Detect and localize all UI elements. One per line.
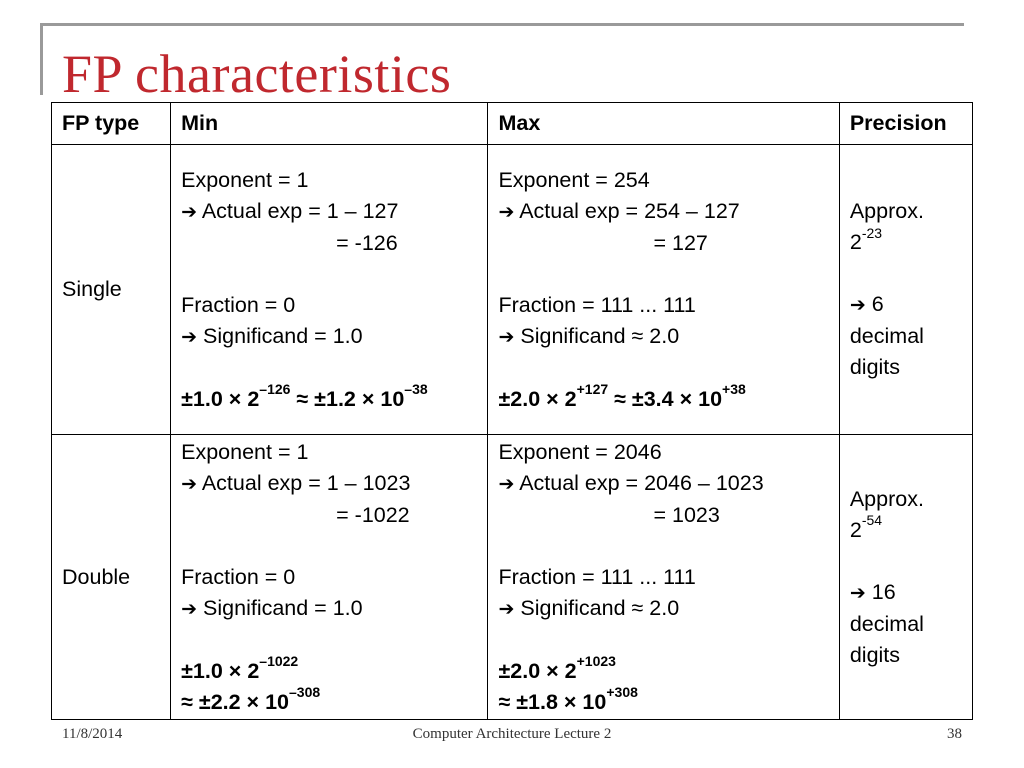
min-actual-exp: Actual exp = 1 – 127: [201, 198, 399, 223]
min-exponent: Exponent = 1: [181, 167, 309, 192]
footer-date: 11/8/2014: [62, 726, 123, 742]
max-range-approx: ≈ ±3.4 × 10: [608, 386, 723, 411]
cell-fp-type: Single: [52, 145, 171, 435]
precision-base: 2: [849, 517, 862, 542]
decorative-top-rule: [40, 23, 964, 26]
fp-characteristics-table: [51, 102, 973, 720]
header-fp-type: FP type: [52, 103, 171, 145]
decorative-left-rule: [40, 23, 43, 95]
right-arrow-icon: ➔: [498, 201, 515, 223]
precision-digits-label-1: decimal: [849, 324, 924, 348]
cell-min: [171, 145, 488, 435]
min-actual-exp: Actual exp = 1 – 1023: [201, 470, 411, 495]
max-range-base: ±2.0 × 2: [498, 386, 577, 411]
precision-digits-label-2: digits: [849, 642, 901, 667]
right-arrow-icon: ➔: [181, 326, 198, 348]
max-range-approx: ≈ ±1.8 × 10: [498, 689, 607, 714]
footer-page-number: 38: [947, 726, 962, 742]
max-significand: Significand ≈ 2.0: [520, 595, 680, 620]
cell-precision: [839, 435, 972, 720]
max-actual-exp-line: [498, 468, 828, 500]
min-range-approx-exp: –38: [404, 381, 428, 398]
max-range: [498, 381, 828, 415]
max-range: [498, 653, 828, 687]
header-min: Min: [171, 103, 488, 145]
spacer: [498, 625, 828, 656]
table-header-row: [52, 103, 973, 145]
min-range-approx-line: [181, 684, 477, 718]
precision-approx: Approx.: [849, 199, 924, 223]
max-significand-line: [498, 321, 828, 353]
max-significand: Significand ≈ 2.0: [520, 323, 680, 348]
spacer: [181, 625, 477, 656]
precision-approx: Approx.: [849, 486, 924, 511]
max-range-exp: +127: [576, 381, 609, 398]
min-range: [181, 381, 477, 415]
precision-digits-line: [850, 577, 962, 609]
right-arrow-icon: ➔: [498, 598, 515, 620]
cell-max: [488, 145, 839, 435]
min-actual-exp-line: [181, 196, 477, 228]
min-range-base: ±1.0 × 2: [181, 386, 260, 411]
spacer: [498, 353, 828, 384]
min-actual-exp-line: [181, 468, 477, 500]
right-arrow-icon: ➔: [181, 201, 198, 223]
min-actual-exp-result: = -126: [336, 230, 398, 255]
spacer: [850, 258, 962, 289]
min-range-approx: ≈ ±2.2 × 10: [181, 689, 290, 714]
min-range: [181, 653, 477, 687]
min-range-approx-exp: –308: [289, 684, 321, 701]
precision-value: [849, 224, 962, 258]
table-row-single: [52, 145, 973, 435]
right-arrow-icon: ➔: [181, 473, 198, 495]
min-range-exp: –126: [259, 381, 291, 398]
max-significand-line: [498, 593, 828, 625]
min-significand: Significand = 1.0: [203, 323, 363, 348]
spacer: [498, 259, 828, 290]
right-arrow-icon: ➔: [498, 326, 515, 348]
min-significand-line: [181, 321, 477, 353]
min-exponent: Exponent = 1: [181, 439, 309, 464]
header-max: Max: [488, 103, 839, 145]
spacer: [850, 546, 962, 577]
max-actual-exp-line: [498, 196, 828, 228]
cell-min: [171, 435, 488, 720]
max-actual-exp-result: = 1023: [653, 502, 720, 527]
right-arrow-icon: ➔: [849, 295, 866, 316]
min-fraction: Fraction = 0: [181, 564, 296, 589]
cell-max: [488, 435, 839, 720]
min-significand: Significand = 1.0: [203, 595, 363, 620]
max-exponent: Exponent = 2046: [498, 439, 662, 464]
right-arrow-icon: ➔: [849, 582, 866, 604]
footer-course: Computer Architecture Lecture 2: [412, 726, 612, 742]
spacer: [181, 353, 477, 384]
max-range-approx-exp: +308: [606, 684, 638, 701]
max-actual-exp: Actual exp = 254 – 127: [519, 198, 740, 223]
precision-digits-label-2: digits: [849, 355, 901, 379]
min-significand-line: [181, 593, 477, 625]
precision-digits-line: [850, 289, 962, 321]
spacer: [181, 531, 477, 562]
max-exponent: Exponent = 254: [498, 167, 650, 192]
precision-base: 2: [849, 230, 862, 254]
precision-digits: 16: [871, 579, 896, 604]
table-row-double: [52, 435, 973, 720]
min-actual-exp-result: = -1022: [336, 502, 410, 527]
max-actual-exp: Actual exp = 2046 – 1023: [519, 470, 764, 495]
min-fraction: Fraction = 0: [181, 292, 296, 317]
max-range-approx-line: [498, 684, 828, 718]
max-range-base: ±2.0 × 2: [498, 658, 577, 683]
max-actual-exp-result: = 127: [653, 230, 708, 255]
min-range-base: ±1.0 × 2: [181, 658, 260, 683]
max-fraction: Fraction = 111 ... 111: [498, 292, 696, 317]
precision-exp: -23: [861, 224, 883, 241]
precision-value: [849, 512, 962, 546]
max-fraction: Fraction = 111 ... 111: [498, 564, 696, 589]
spacer: [498, 531, 828, 562]
precision-digits: 6: [871, 292, 884, 316]
max-range-approx-exp: +38: [722, 381, 746, 398]
right-arrow-icon: ➔: [498, 473, 515, 495]
cell-precision: [839, 145, 972, 435]
spacer: [181, 259, 477, 290]
precision-digits-label-1: decimal: [849, 611, 924, 636]
right-arrow-icon: ➔: [181, 598, 198, 620]
slide-title: FP characteristics: [62, 44, 452, 104]
max-range-exp: +1023: [576, 653, 616, 670]
min-range-exp: –1022: [259, 653, 299, 670]
precision-exp: -54: [861, 512, 883, 529]
header-precision: Precision: [839, 103, 972, 145]
min-range-approx: ≈ ±1.2 × 10: [290, 386, 405, 411]
cell-fp-type: Double: [52, 435, 171, 720]
